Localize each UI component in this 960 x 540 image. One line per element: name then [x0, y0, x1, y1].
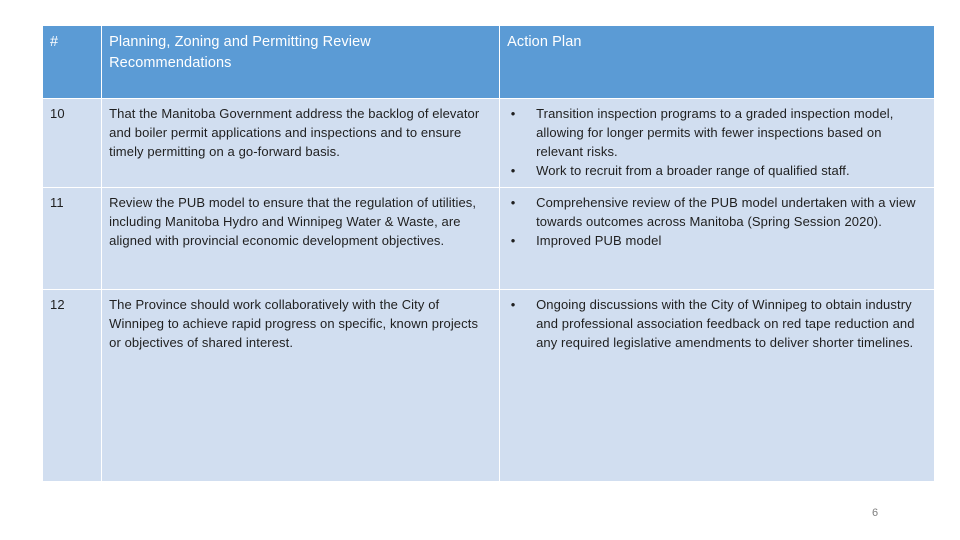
action-plan-cell — [500, 188, 935, 290]
action-list — [507, 295, 926, 352]
action-item — [507, 161, 926, 180]
row-number: 10 — [43, 99, 102, 188]
action-list — [507, 104, 926, 180]
bullet-icon: • — [510, 106, 516, 121]
header-number: # — [43, 26, 102, 99]
row-number: 12 — [43, 290, 102, 482]
header-recommendations: Planning, Zoning and Permitting Review Recommendations — [102, 26, 500, 99]
header-action-plan: Action Plan — [500, 26, 935, 99]
page-number: 6 — [872, 507, 879, 519]
row-number: 11 — [43, 188, 102, 290]
recommendation-text: Review the PUB model to ensure that the regulation of utilities, including Manitoba Hydro and Winnipeg Water & Waste, are aligned with provincial economic development objectives. — [102, 188, 500, 290]
table-row — [43, 188, 935, 290]
action-text: Comprehensive review of the PUB model undertaken with a view towards outcomes across Manitoba (Spring Session 2020). — [536, 195, 916, 229]
action-text: Ongoing discussions with the City of Winnipeg to obtain industry and professional association feedback on red tape reduction and any required legislative amendments to deliver shorter timelines. — [536, 297, 915, 350]
action-text: Transition inspection programs to a graded inspection model, allowing for longer permits with fewer inspections based on relevant risks. — [536, 106, 894, 159]
bullet-icon: • — [510, 233, 516, 248]
bullet-icon: • — [510, 297, 516, 312]
recommendations-table — [42, 25, 935, 482]
action-plan-cell — [500, 290, 935, 482]
action-item — [507, 295, 926, 352]
action-list — [507, 193, 926, 250]
table-row — [43, 290, 935, 482]
action-text: Improved PUB model — [536, 233, 662, 248]
bullet-icon: • — [510, 163, 516, 178]
action-item — [507, 193, 926, 231]
table-row — [43, 99, 935, 188]
action-item — [507, 231, 926, 250]
action-plan-cell — [500, 99, 935, 188]
recommendation-text: The Province should work collaboratively with the City of Winnipeg to achieve rapid progress on specific, known projects or objectives of shared interest. — [102, 290, 500, 482]
bullet-icon: • — [510, 195, 516, 210]
table-header-row — [43, 26, 935, 99]
action-text: Work to recruit from a broader range of qualified staff. — [536, 163, 850, 178]
action-item — [507, 104, 926, 161]
recommendation-text: That the Manitoba Government address the backlog of elevator and boiler permit applications and inspections and to ensure timely permitting on a go-forward basis. — [102, 99, 500, 188]
